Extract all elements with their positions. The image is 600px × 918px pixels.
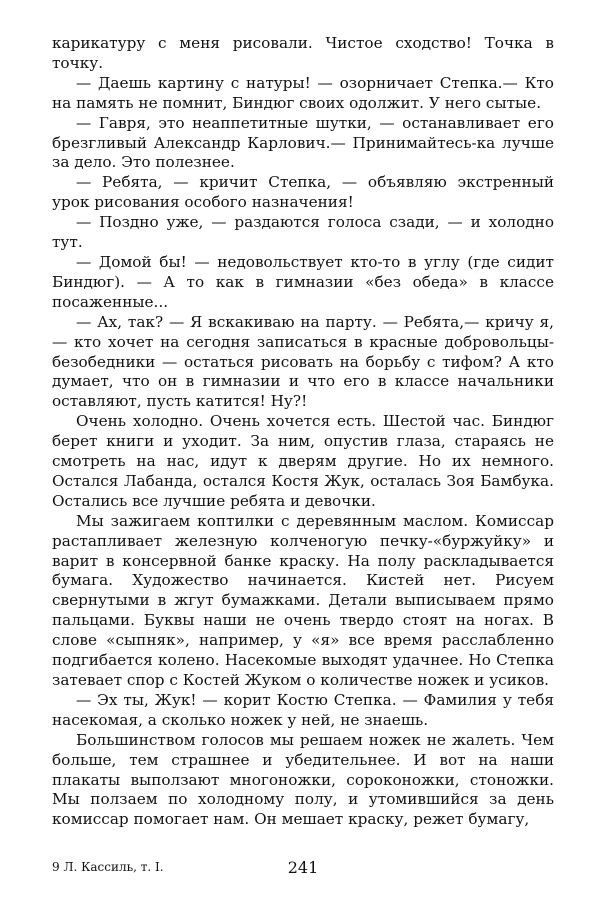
- paragraph: — Домой бы! — недовольствует кто-то в углу (где сидит Биндюг). — А то как в гимназии «без обеда» в классе посаженные...: [52, 252, 554, 311]
- paragraph: — Гавря, это неаппетитные шутки, — останавливает его брезгливый Александр Карлович.— Принимайтесь-ка лучше за дело. Это полезнее.: [52, 113, 554, 172]
- signature-mark: 9 Л. Кассиль, т. I.: [52, 860, 164, 874]
- paragraph: Большинством голосов мы решаем ножек не жалеть. Чем больше, тем страшнее и убедительнее. И вот на наши плакаты выползают многоножки, сороконожки, стоножки. Мы ползаем по холодному полу, и утомившийся за день комиссар помогает нам. Он мешает краску, режет бумагу,: [52, 730, 554, 829]
- paragraph: — Даешь картину с натуры! — озорничает Степка.— Кто на память не помнит, Биндюг своих одолжит. У него сытые.: [52, 73, 554, 112]
- paragraph: — Эх ты, Жук! — корит Костю Степка. — Фамилия у тебя насекомая, а сколько ножек у ней, не знаешь.: [52, 690, 554, 729]
- paragraph: Очень холодно. Очень хочется есть. Шестой час. Биндюг берет книги и уходит. За ним, опустив глаза, стараясь не смотреть на нас, идут к дверям другие. Но их немного. Остался Лабанда, остался Костя Жук, осталась Зоя Бамбука. Остались все лучшие ребята и девочки.: [52, 412, 554, 510]
- page-footer: [52, 858, 554, 878]
- paragraph: — Ах, так? — Я вскакиваю на парту. — Ребята,— кричу я, — кто хочет на сегодня записаться в красные добровольцы-безобедники — остаться рисовать на борьбу с тифом? А кто думает, что он в гимназии и что его в классе начальники оставляют, пусть катится! Ну?!: [52, 312, 554, 411]
- page-number: 241: [287, 858, 319, 877]
- paragraph: — Ребята, — кричит Степка, — объявляю экстренный урок рисования особого назначения!: [52, 173, 554, 212]
- page-body: [52, 34, 554, 830]
- paragraph: — Поздно уже, — раздаются голоса сзади, — и холодно тут.: [52, 213, 554, 252]
- paragraph: карикатуру с меня рисовали. Чистое сходство! Точка в точку.: [52, 34, 554, 72]
- paragraph: Мы зажигаем коптилки с деревянным маслом. Комиссар растапливает железную колченогую печку-«буржуйку» и варит в консервной банке краску. На полу раскладывается бумага. Художество начинается. Кистей нет. Рисуем свернутыми в жгут бумажками. Детали выписываем прямо пальцами. Буквы наши не очень твердо стоят на ногах. В слове «сыпняк», например, у «я» все время расслабленно подгибается колено. Насекомые выходят удачнее. Но Степка затевает спор с Костей Жуком о количестве ножек и усиков.: [52, 511, 554, 689]
